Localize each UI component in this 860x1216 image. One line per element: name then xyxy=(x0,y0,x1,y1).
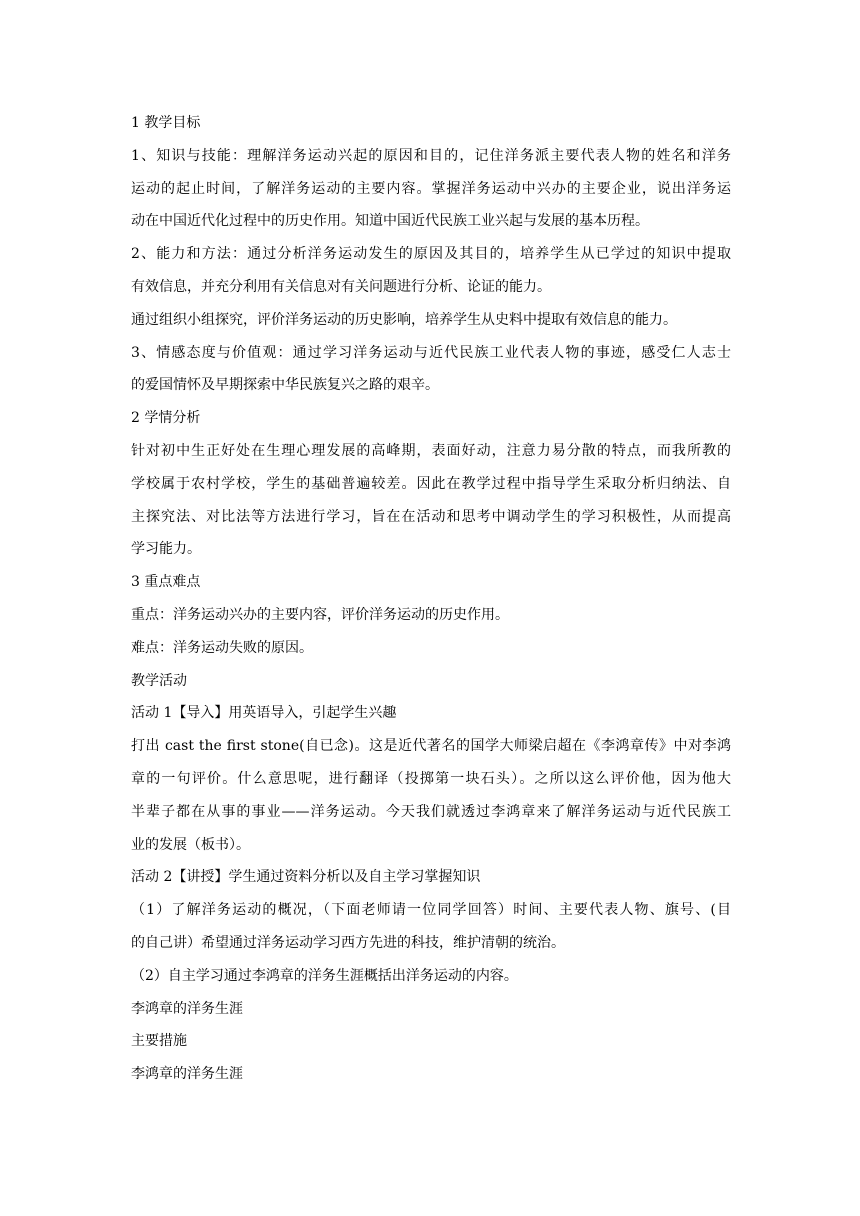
section-heading-key-points: 3 重点难点 xyxy=(131,574,201,591)
paragraph-line: 2、能力和方法：通过分析洋务运动发生的原因及其目的，培养学生从已学过的知识中提取 xyxy=(131,246,731,263)
paragraph-line: 学校属于农村学校，学生的基础普遍较差。因此在教学过程中指导学生采取分析归纳法、自 xyxy=(131,475,731,492)
paragraph-line: 主探究法、对比法等方法进行学习，旨在在活动和思考中调动学生的学习积极性，从而提高 xyxy=(131,508,731,525)
paragraph-line: （2）自主学习通过李鸿章的洋务生涯概括出洋务运动的内容。 xyxy=(131,967,518,984)
section-heading-student-analysis: 2 学情分析 xyxy=(131,410,201,427)
paragraph-line: 难点：洋务运动失败的原因。 xyxy=(131,639,313,656)
paragraph-line: 的爱国情怀及早期探索中华民族复兴之路的艰辛。 xyxy=(131,377,439,394)
paragraph-line: 章的一句评价。什么意思呢，进行翻译（投掷第一块石头）。之所以这么评价他，因为他大 xyxy=(131,770,731,787)
paragraph-line: 业的发展（板书）。 xyxy=(131,836,250,853)
paragraph-line: 李鸿章的洋务生涯 xyxy=(131,1000,243,1017)
paragraph-line: 打出 cast the first stone(自已念)。这是近代著名的国学大师梁启超在《李鸿章传》中对李鸿 xyxy=(131,738,731,755)
paragraph-line: （1）了解洋务运动的概况，（下面老师请一位同学回答）时间、主要代表人物、旗号、(目 xyxy=(131,902,731,919)
paragraph-line: 针对初中生正好处在生理心理发展的高峰期，表面好动，注意力易分散的特点，而我所教的 xyxy=(131,442,731,459)
paragraph-line: 主要措施 xyxy=(131,1033,187,1050)
paragraph-line: 的自己讲）希望通过洋务运动学习西方先进的科技，维护清朝的统治。 xyxy=(131,934,565,951)
paragraph-line: 动在中国近代化过程中的历史作用。知道中国近代民族工业兴起与发展的基本历程。 xyxy=(131,213,649,230)
paragraph-line: 1、知识与技能：理解洋务运动兴起的原因和目的，记住洋务派主要代表人物的姓名和洋务 xyxy=(131,147,731,164)
activity-heading: 活动 2【讲授】学生通过资料分析以及自主学习掌握知识 xyxy=(131,869,481,886)
paragraph-line: 通过组织小组探究，评价洋务运动的历史影响，培养学生从史料中提取有效信息的能力。 xyxy=(131,311,677,328)
document-body xyxy=(131,107,731,1091)
section-heading-teaching-goals: 1 教学目标 xyxy=(131,115,201,131)
paragraph-line: 有效信息，并充分利用有关信息对有关问题进行分析、论证的能力。 xyxy=(131,278,551,295)
section-heading-teaching-activities: 教学活动 xyxy=(131,672,187,689)
paragraph-line: 重点：洋务运动兴办的主要内容，评价洋务运动的历史作用。 xyxy=(131,606,509,623)
paragraph-line: 学习能力。 xyxy=(131,541,201,558)
paragraph-line: 李鸿章的洋务生涯 xyxy=(131,1066,243,1083)
paragraph-line: 运动的起止时间，了解洋务运动的主要内容。掌握洋务运动中兴办的主要企业，说出洋务运 xyxy=(131,180,731,197)
paragraph-line: 半辈子都在从事的事业——洋务运动。今天我们就透过李鸿章来了解洋务运动与近代民族工 xyxy=(131,803,731,820)
activity-heading: 活动 1【导入】用英语导入，引起学生兴趣 xyxy=(131,705,397,722)
paragraph-line: 3、情感态度与价值观：通过学习洋务运动与近代民族工业代表人物的事迹，感受仁人志士 xyxy=(131,344,731,361)
